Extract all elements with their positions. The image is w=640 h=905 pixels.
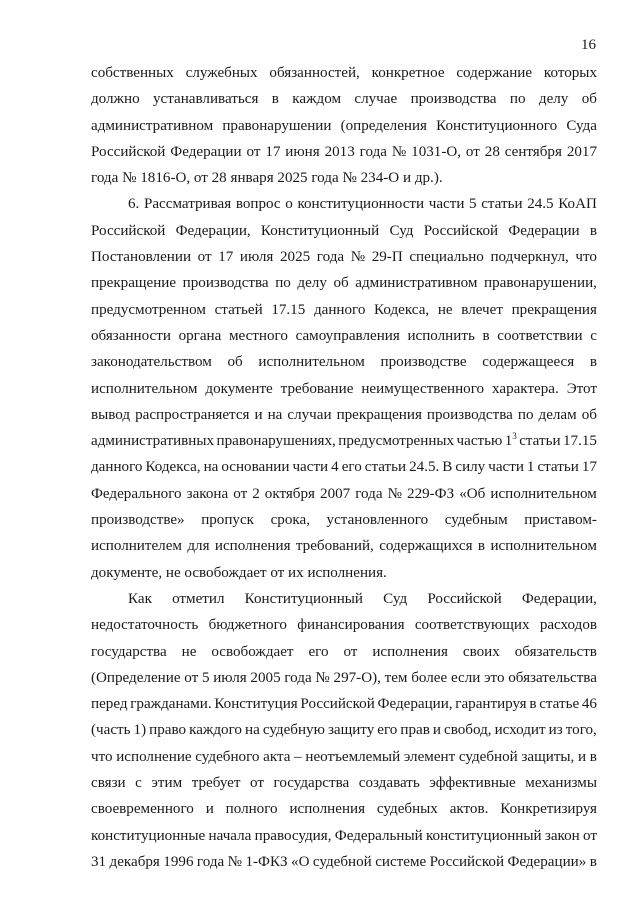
word: июля [213, 669, 247, 686]
word: судебную [262, 722, 325, 739]
word: системе [375, 853, 427, 870]
word: в [482, 327, 490, 344]
word: полного [225, 801, 278, 818]
text-line [91, 349, 597, 375]
word: – [294, 748, 302, 765]
text-line [91, 612, 597, 638]
word: частью [456, 433, 503, 450]
word: судебного [195, 748, 260, 765]
text-line [91, 586, 597, 612]
text-line [91, 297, 597, 323]
word: тем [384, 669, 408, 686]
word: предусмотренном [91, 301, 206, 318]
word: от [583, 827, 597, 844]
word: административном [355, 275, 478, 292]
word: предусмотренных [338, 433, 455, 450]
paragraph [91, 191, 597, 585]
word: части [488, 459, 524, 476]
word: вывод [91, 406, 131, 423]
word: Федерации, [175, 222, 251, 239]
word: неимущественного [361, 380, 485, 397]
word: Кодекса, [145, 459, 201, 476]
word: 2013 [324, 143, 355, 160]
word: производства [182, 275, 269, 292]
word: Российской [91, 222, 166, 239]
word: органа [178, 327, 222, 344]
word: защиту [327, 722, 375, 739]
word: производства [410, 91, 497, 108]
word: Конституционный [260, 222, 380, 239]
word: перед [91, 696, 128, 713]
word: акта [263, 748, 291, 765]
word: октября [264, 485, 315, 502]
word: делу [297, 275, 327, 292]
word: должно [91, 91, 140, 108]
word: (Определение [91, 669, 181, 686]
word: неотъемлемый [305, 748, 401, 765]
word: требование [280, 380, 354, 397]
word: данного [91, 459, 143, 476]
word: данного [313, 301, 366, 318]
text-line [91, 717, 597, 743]
word: № [387, 485, 402, 502]
word: В [442, 459, 453, 476]
word: своих [462, 643, 500, 660]
text-line [91, 533, 597, 559]
word: 1 [526, 459, 535, 476]
word: Федеральный [334, 827, 423, 844]
word: гражданами. [130, 696, 212, 713]
word: государства [273, 775, 350, 792]
word: по [517, 406, 534, 423]
word: года [196, 853, 225, 870]
article-superscript: 3 [512, 431, 517, 442]
word: Суд [383, 590, 408, 607]
word: № [391, 143, 407, 160]
word: конституционности [297, 196, 425, 213]
word: 4 [331, 459, 339, 476]
word: в [529, 696, 537, 713]
word: КоАП [558, 196, 597, 213]
word: это [484, 669, 505, 686]
word: по [509, 91, 526, 108]
text-line [91, 691, 597, 717]
word: исполнение [116, 748, 192, 765]
word: что [575, 249, 597, 266]
text-line [91, 507, 597, 533]
word: и [205, 801, 214, 818]
word: документе, не освобождает от их исполнения. [91, 564, 387, 581]
word: от [197, 249, 212, 266]
word: пропуск [201, 512, 255, 529]
word: 2005 [250, 669, 281, 686]
word: в [589, 853, 597, 870]
word: июня [285, 143, 320, 160]
word: года [284, 669, 312, 686]
word: прав [400, 722, 430, 739]
word: отметил [172, 590, 225, 607]
word: Федерации» [507, 853, 587, 870]
word: механизмы [525, 775, 597, 792]
word: статьи [481, 196, 523, 213]
word: местного [228, 327, 288, 344]
text-line [91, 165, 597, 191]
word: исполнительном [490, 538, 597, 555]
word: «Об [459, 485, 486, 502]
word: 46 [581, 696, 597, 713]
word: на [267, 406, 283, 423]
word: силу [455, 459, 486, 476]
word: части [428, 196, 465, 213]
word: содержащихся [379, 538, 473, 555]
word: на [245, 722, 260, 739]
word: об [581, 406, 597, 423]
word: делу [538, 91, 569, 108]
word: об [581, 91, 597, 108]
word: освобождает [211, 643, 294, 660]
word: 28 [484, 143, 500, 160]
word: обязанностей, [269, 65, 360, 81]
word: 2017 [566, 143, 597, 160]
document-body [91, 60, 597, 875]
word: Суд [389, 222, 414, 239]
word: административных [91, 433, 215, 450]
word: требует [191, 775, 241, 792]
word: Конституционный [244, 590, 363, 607]
word: судебной [312, 853, 372, 870]
word: статье [539, 696, 580, 713]
word: в [477, 538, 486, 555]
word: Кодекса, [374, 301, 430, 318]
text-line [91, 113, 597, 139]
text-line [91, 323, 597, 349]
word: года [359, 143, 387, 160]
word: случае [354, 91, 398, 108]
word: закон [544, 827, 580, 844]
word: производстве» [91, 512, 185, 529]
word: Федерации, [521, 590, 597, 607]
word: Рассматривая [143, 196, 232, 213]
word: исполнителем [91, 538, 182, 555]
word: 17.15 [271, 301, 306, 318]
word: (часть [91, 722, 131, 739]
word: собственных [91, 65, 174, 81]
word: «О [291, 853, 310, 870]
word: производстве [380, 354, 467, 371]
word: каждого [189, 722, 242, 739]
word: обязательств [514, 643, 597, 660]
text-line [91, 639, 597, 665]
word: обязательства [508, 669, 597, 686]
paragraph [91, 60, 597, 191]
text-line [91, 823, 597, 849]
word: каждом [292, 91, 342, 108]
word: Постановлении [91, 249, 192, 266]
word: право [149, 722, 187, 739]
word: об [227, 354, 243, 371]
word: № [227, 853, 243, 870]
word: в [589, 748, 597, 765]
word: недостаточность [91, 617, 199, 634]
word: 297-О), [333, 669, 381, 686]
word: Российской [427, 590, 502, 607]
text-line [91, 796, 597, 822]
word: исполнения [214, 538, 291, 555]
word: Федерации [170, 143, 242, 160]
word: 1-ФКЗ [245, 853, 288, 870]
word: 17 [581, 459, 597, 476]
word: подчеркнул, [490, 249, 569, 266]
text-line [91, 244, 597, 270]
word: содержание [456, 65, 533, 81]
word: статьи [537, 459, 579, 476]
word: конституционный [425, 827, 542, 844]
text-line [91, 744, 597, 770]
word: производства [426, 406, 513, 423]
text-line [91, 60, 597, 86]
word: Федерации [508, 222, 580, 239]
word: правонарушениях, [216, 433, 336, 450]
article-reference [505, 428, 517, 454]
word: исполнительном [91, 380, 198, 397]
word: Российской [300, 696, 375, 713]
word: Федерального [91, 485, 182, 502]
word: своевременного [91, 801, 194, 818]
text-line [91, 191, 597, 217]
word: Как [128, 590, 152, 607]
word: года [355, 485, 383, 502]
word: 31 [91, 853, 107, 870]
word: части [292, 459, 329, 476]
text-line [91, 665, 597, 691]
word: исполнительном [490, 485, 597, 502]
word: соответствующих [414, 617, 530, 634]
word: сентября [504, 143, 562, 160]
word: декабря [109, 853, 160, 870]
word: 2025 [279, 249, 311, 266]
text-line [91, 376, 597, 402]
word: статьи [519, 433, 561, 450]
word: требований, [295, 538, 374, 555]
text-line [91, 849, 597, 875]
word: № [350, 249, 366, 266]
word: от [465, 143, 480, 160]
word: актов. [449, 801, 489, 818]
article-number: 1 [504, 433, 513, 450]
word: не [437, 301, 453, 318]
word: 1) [133, 722, 147, 739]
word: самоуправления [295, 327, 400, 344]
text-line [91, 454, 597, 480]
word: того, [565, 722, 597, 739]
word: 1996 [163, 853, 194, 870]
word: прекращения [511, 301, 597, 318]
word: случаи [287, 406, 332, 423]
word: и [432, 722, 441, 739]
word: в [271, 91, 279, 108]
word: которых [543, 65, 597, 81]
word: законодательством [91, 354, 212, 371]
word: судебным [444, 512, 508, 529]
word: его [308, 643, 329, 660]
word: Суда [566, 117, 597, 134]
word: делам [538, 406, 577, 423]
word: его [341, 459, 362, 476]
word: Российской [91, 143, 166, 160]
word: 29-П [371, 249, 403, 266]
word: от [184, 669, 199, 686]
word: характера. [492, 380, 559, 397]
word: от [250, 775, 264, 792]
word: создавать [358, 775, 420, 792]
word: в [589, 354, 597, 371]
word: вопрос [235, 196, 281, 213]
word: 24.5 [527, 196, 554, 213]
word: прекращение [91, 275, 177, 292]
word: правосудия, [254, 827, 332, 844]
word: в [589, 222, 597, 239]
word: 2 [252, 485, 260, 502]
word: 2007 [320, 485, 351, 502]
paragraph [91, 586, 597, 875]
word: государства [91, 643, 167, 660]
word: конституционные [91, 827, 206, 844]
word: не [181, 643, 197, 660]
word: Федерации, [377, 696, 453, 713]
word: об [333, 275, 349, 292]
word: судебной [458, 748, 518, 765]
word: 24.5. [409, 459, 440, 476]
word: свобод, [444, 722, 492, 739]
text-line [91, 402, 597, 428]
word: влечет [461, 301, 503, 318]
word: исполнения [289, 801, 366, 818]
word: 17.15 [563, 433, 597, 450]
word: конкретное [371, 65, 445, 81]
text-line [91, 139, 597, 165]
word: на [203, 459, 219, 476]
text-line [91, 218, 597, 244]
word: устанавливаться [153, 91, 259, 108]
word: судебных [376, 801, 438, 818]
word: 17 [218, 249, 234, 266]
word: Конкретизируя [500, 801, 597, 818]
word: статьей [214, 301, 263, 318]
word: расходов [539, 617, 597, 634]
word: если [450, 669, 481, 686]
word: закона [186, 485, 229, 502]
text-line [91, 428, 597, 454]
word: из [548, 722, 563, 739]
word: № [315, 669, 330, 686]
word: июля [239, 249, 274, 266]
word: что [91, 748, 113, 765]
word: Конституция [214, 696, 298, 713]
word: и [578, 748, 587, 765]
word: от [246, 143, 261, 160]
word: (определения [340, 117, 427, 134]
word: о [285, 196, 293, 213]
word: с [590, 327, 597, 344]
word: его [377, 722, 398, 739]
word: служебных [185, 65, 258, 81]
word: бюджетного [208, 617, 287, 634]
word: 17 [265, 143, 281, 160]
word: правонарушении, [484, 275, 597, 292]
word: основании [221, 459, 290, 476]
word: этим [151, 775, 183, 792]
word: от [233, 485, 248, 502]
word: исполнительном [258, 354, 365, 371]
word: гарантируя [455, 696, 527, 713]
word: специально [409, 249, 484, 266]
text-line [91, 481, 597, 507]
word: приставом- [524, 512, 597, 529]
word: защиты, [521, 748, 575, 765]
word: эффективные [429, 775, 516, 792]
word: начала [208, 827, 252, 844]
text-line [91, 770, 597, 796]
word: исходит [494, 722, 546, 739]
word: установленного [326, 512, 429, 529]
word: соответствии [497, 327, 583, 344]
word: статьи [364, 459, 407, 476]
word: связи [91, 775, 126, 792]
word: Этот [566, 380, 597, 397]
word: Российской [429, 853, 505, 870]
word: от [343, 643, 358, 660]
word: исполнения [372, 643, 448, 660]
word: года № 1816-О, от 28 января 2025 года № 234-О и др.). [91, 170, 443, 187]
word: исполнить [407, 327, 475, 344]
word: 6. [128, 196, 140, 213]
word: содержащееся [482, 354, 575, 371]
word: 229-ФЗ [407, 485, 455, 502]
word: Российской [423, 222, 499, 239]
text-line [91, 560, 597, 586]
word: правонарушении [222, 117, 332, 134]
word: 5 [201, 669, 210, 686]
word: по [275, 275, 291, 292]
word: финансирования [297, 617, 405, 634]
word: для [187, 538, 210, 555]
word: с [135, 775, 142, 792]
word: 1031-О, [411, 143, 462, 160]
word: документе [205, 380, 273, 397]
page-number: 16 [581, 37, 596, 53]
word: 5 [469, 196, 477, 213]
word: и [254, 406, 263, 423]
word: прекращения [336, 406, 422, 423]
text-line [91, 270, 597, 296]
word: распространяется [135, 406, 250, 423]
text-line [91, 86, 597, 112]
word: года [316, 249, 345, 266]
word: Конституционного [436, 117, 558, 134]
word: обязанности [91, 327, 171, 344]
word: более [411, 669, 448, 686]
word: срока, [270, 512, 310, 529]
word: административном [91, 117, 214, 134]
word: элемент [403, 748, 456, 765]
